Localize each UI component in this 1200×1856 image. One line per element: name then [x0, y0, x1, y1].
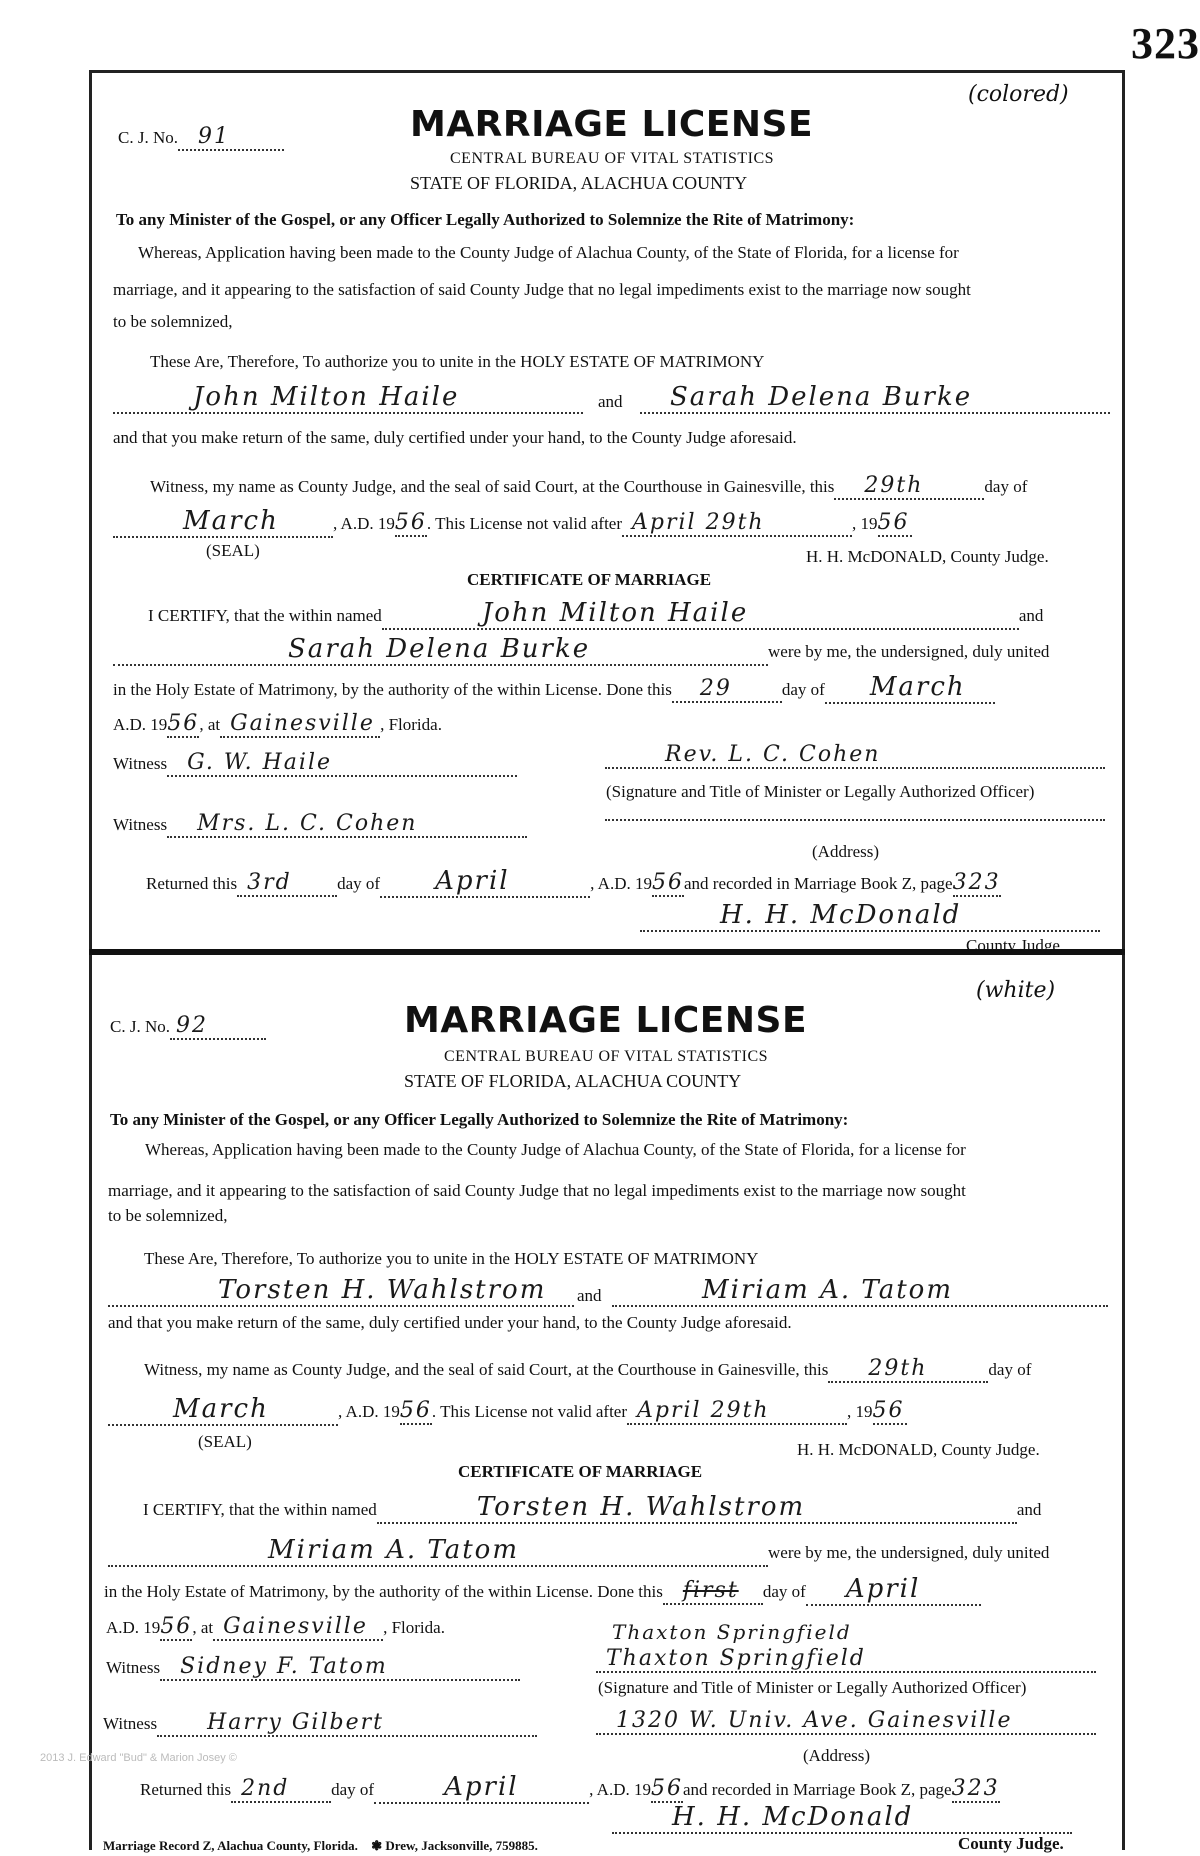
cert-bride-name: Sarah Delena Burke — [113, 634, 768, 666]
certify-line: I CERTIFY, that the within named Torsten H. Wahlstrom and — [143, 1492, 1042, 1522]
done-place: Gainesville — [213, 1614, 383, 1641]
judge-signature: H. H. McDonald — [640, 900, 1100, 932]
state-heading: STATE OF FLORIDA, ALACHUA COUNTY — [410, 173, 748, 193]
return-line: and that you make return of the same, duly certified under your hand, to the County Judge aforesaid. — [113, 428, 797, 447]
and-label: and — [577, 1286, 602, 1305]
returned-day: 3rd — [237, 870, 337, 897]
frame-top-border — [89, 70, 1125, 73]
witness-2-line: Witness Mrs. L. C. Cohen — [113, 811, 527, 838]
done-place-line: A.D. 1956, at Gainesville , Florida. — [113, 711, 442, 736]
done-place: Gainesville — [220, 711, 380, 738]
officer-signature: Thaxton Springfield — [596, 1646, 1096, 1673]
license-title: MARRIAGE LICENSE — [410, 104, 814, 145]
done-place-line: A.D. 1956, at Gainesville , Florida. — [106, 1614, 445, 1639]
judge-signature-line — [640, 900, 1100, 932]
issue-year: 56 — [399, 1398, 432, 1423]
officer-address-line — [605, 808, 1105, 826]
and-label: and — [598, 392, 623, 411]
groom-name-line — [113, 382, 583, 414]
race-note: (colored) — [968, 82, 1069, 107]
returned-line: Returned this 2nd day of April , A.D. 1956and recorded in Marriage Book Z, page323 — [140, 1772, 1000, 1802]
address-caption: (Address) — [803, 1746, 871, 1765]
witness-1-line: Witness G. W. Haile — [113, 750, 517, 777]
page-number: 323 — [1131, 19, 1200, 68]
cert-groom-name: John Milton Haile — [382, 598, 1019, 630]
groom-name-line — [108, 1275, 574, 1307]
issue-day: 29th — [828, 1356, 988, 1383]
state-heading: STATE OF FLORIDA, ALACHUA COUNTY — [404, 1071, 742, 1091]
cj-number: C. J. No. 92 — [110, 1013, 266, 1040]
bride-name-line — [612, 1275, 1108, 1307]
officer-signature-caption: (Signature and Title of Minister or Legally Authorized Officer) — [598, 1678, 1027, 1697]
witness-2-line: Witness Harry Gilbert — [103, 1710, 537, 1737]
license-title: MARRIAGE LICENSE — [404, 1000, 808, 1041]
done-month: April — [806, 1574, 981, 1606]
recorded-page: 323 — [952, 870, 1001, 895]
race-note: (white) — [976, 978, 1056, 1003]
done-line: in the Holy Estate of Matrimony, by the authority of the within License. Done this 29 day of March — [113, 672, 995, 704]
officer-address — [605, 819, 1105, 821]
cert-bride-line: Miriam A. Tatom were by me, the undersigned, duly united — [108, 1535, 1049, 1567]
done-year: 56 — [167, 711, 200, 736]
copyright-watermark: 2013 J. Edward "Bud" & Marion Josey © — [40, 1752, 237, 1764]
officer-address-line — [596, 1708, 1096, 1735]
county-judge-name: H. H. McDONALD, County Judge. — [797, 1440, 1040, 1459]
issue-month: March — [108, 1394, 338, 1426]
officer-signature-upper: Thaxton Springfield — [612, 1620, 852, 1644]
groom-name: Torsten H. Wahlstrom — [108, 1275, 574, 1307]
certificate-title: CERTIFICATE OF MARRIAGE — [467, 570, 712, 589]
county-judge-name: H. H. McDONALD, County Judge. — [806, 547, 1049, 566]
returned-month: April — [380, 866, 590, 898]
witness-2-signature: Harry Gilbert — [157, 1710, 537, 1737]
address-line: To any Minister of the Gospel, or any Officer Legally Authorized to Solemnize the Rite of Matrimony: — [110, 1110, 849, 1129]
whereas-line-1: Whereas, Application having been made to the County Judge of Alachua County, of the State of Florida, for a license for — [145, 1140, 966, 1159]
whereas-line-3: to be solemnized, — [113, 312, 233, 331]
witness-judge-line: Witness, my name as County Judge, and the seal of said Court, at the Courthouse in Gainesville, this 29th day of — [150, 473, 1028, 498]
witness-2-signature: Mrs. L. C. Cohen — [167, 811, 527, 838]
issue-date-line: March , A.D. 1956. This License not valid after April 29th , 1956 — [108, 1394, 907, 1426]
certify-line: I CERTIFY, that the within named John Milton Haile and — [148, 598, 1044, 628]
return-line: and that you make return of the same, duly certified under your hand, to the County Judge aforesaid. — [108, 1313, 792, 1332]
returned-year: 56 — [650, 1776, 683, 1801]
returned-line: Returned this 3rd day of April , A.D. 1956and recorded in Marriage Book Z, page323 — [146, 866, 1001, 896]
issue-day: 29th — [834, 473, 984, 500]
witness-judge-line: Witness, my name as County Judge, and the seal of said Court, at the Courthouse in Gainesville, this 29th day of — [144, 1356, 1032, 1381]
bride-name-line — [640, 382, 1110, 414]
footer-record: Marriage Record Z, Alachua County, Florida. — [103, 1838, 358, 1853]
whereas-line-1: Whereas, Application having been made to the County Judge of Alachua County, of the State of Florida, for a license for — [138, 243, 959, 262]
authorize-line: These Are, Therefore, To authorize you to unite in the HOLY ESTATE OF MATRIMONY — [144, 1249, 759, 1268]
seal-label: (SEAL) — [206, 541, 260, 560]
cert-bride-name: Miriam A. Tatom — [108, 1535, 768, 1567]
whereas-line-3: to be solemnized, — [108, 1206, 228, 1225]
done-line: in the Holy Estate of Matrimony, by the authority of the within License. Done this first day of April — [104, 1574, 981, 1606]
frame-right-border — [1122, 70, 1125, 1850]
witness-1-signature: G. W. Haile — [167, 750, 517, 777]
officer-signature: Rev. L. C. Cohen — [605, 742, 1105, 769]
judge-signature-line — [612, 1802, 1072, 1834]
returned-year: 56 — [651, 870, 684, 895]
cj-number-value: 91 — [178, 124, 284, 151]
bride-name: Miriam A. Tatom — [612, 1275, 1108, 1307]
officer-signature-caption: (Signature and Title of Minister or Legally Authorized Officer) — [606, 782, 1035, 801]
cj-number-value: 92 — [170, 1013, 266, 1040]
whereas-line-2: marriage, and it appearing to the satisfaction of said County Judge that no legal impediments exist to the marriage now sought — [113, 280, 971, 299]
judge-signature: H. H. McDonald — [612, 1802, 1072, 1834]
address-caption: (Address) — [812, 842, 880, 861]
recorded-page: 323 — [951, 1776, 1000, 1801]
returned-month: April — [374, 1772, 589, 1804]
valid-until-date: April 29th — [627, 1398, 847, 1425]
cj-number: C. J. No. 91 — [118, 124, 284, 151]
cert-groom-name: Torsten H. Wahlstrom — [377, 1492, 1017, 1524]
done-day: first — [663, 1578, 763, 1605]
cert-bride-line: Sarah Delena Burke were by me, the undersigned, duly united — [113, 634, 1049, 666]
county-judge-caption: County Judge. — [958, 1834, 1064, 1853]
witness-1-signature: Sidney F. Tatom — [160, 1654, 520, 1681]
issue-date-line: March , A.D. 1956. This License not valid after April 29th , 1956 — [113, 506, 912, 538]
issue-year: 56 — [394, 510, 427, 535]
authorize-line: These Are, Therefore, To authorize you to unite in the HOLY ESTATE OF MATRIMONY — [150, 352, 765, 371]
bride-name: Sarah Delena Burke — [640, 382, 1110, 414]
seal-label: (SEAL) — [198, 1432, 252, 1451]
issue-month: March — [113, 506, 333, 538]
groom-name: John Milton Haile — [113, 382, 583, 414]
valid-year: 56 — [877, 510, 910, 535]
frame-left-border — [89, 70, 92, 1850]
whereas-line-2: marriage, and it appearing to the satisfaction of said County Judge that no legal impediments exist to the marriage now sought — [108, 1181, 966, 1200]
done-year: 56 — [160, 1614, 193, 1639]
bureau-heading: CENTRAL BUREAU OF VITAL STATISTICS — [450, 150, 775, 167]
address-line: To any Minister of the Gospel, or any Officer Legally Authorized to Solemnize the Rite of Matrimony: — [116, 210, 855, 229]
footer-printer: Drew, Jacksonville, 759885. — [385, 1838, 538, 1853]
county-judge-caption: County Judge. — [966, 936, 1065, 955]
certificate-title: CERTIFICATE OF MARRIAGE — [458, 1462, 703, 1481]
valid-until-date: April 29th — [622, 510, 852, 537]
returned-day: 2nd — [231, 1776, 331, 1803]
officer-address: 1320 W. Univ. Ave. Gainesville — [596, 1708, 1096, 1735]
printer-mark-icon: ❃ — [371, 1838, 383, 1853]
valid-year: 56 — [872, 1398, 905, 1423]
bureau-heading: CENTRAL BUREAU OF VITAL STATISTICS — [444, 1048, 769, 1065]
page-footer — [103, 1838, 538, 1854]
done-day: 29 — [672, 676, 782, 703]
officer-signature-line — [605, 742, 1105, 769]
witness-1-line: Witness Sidney F. Tatom — [106, 1654, 520, 1681]
officer-signature-line — [596, 1646, 1096, 1673]
done-month: March — [825, 672, 995, 704]
